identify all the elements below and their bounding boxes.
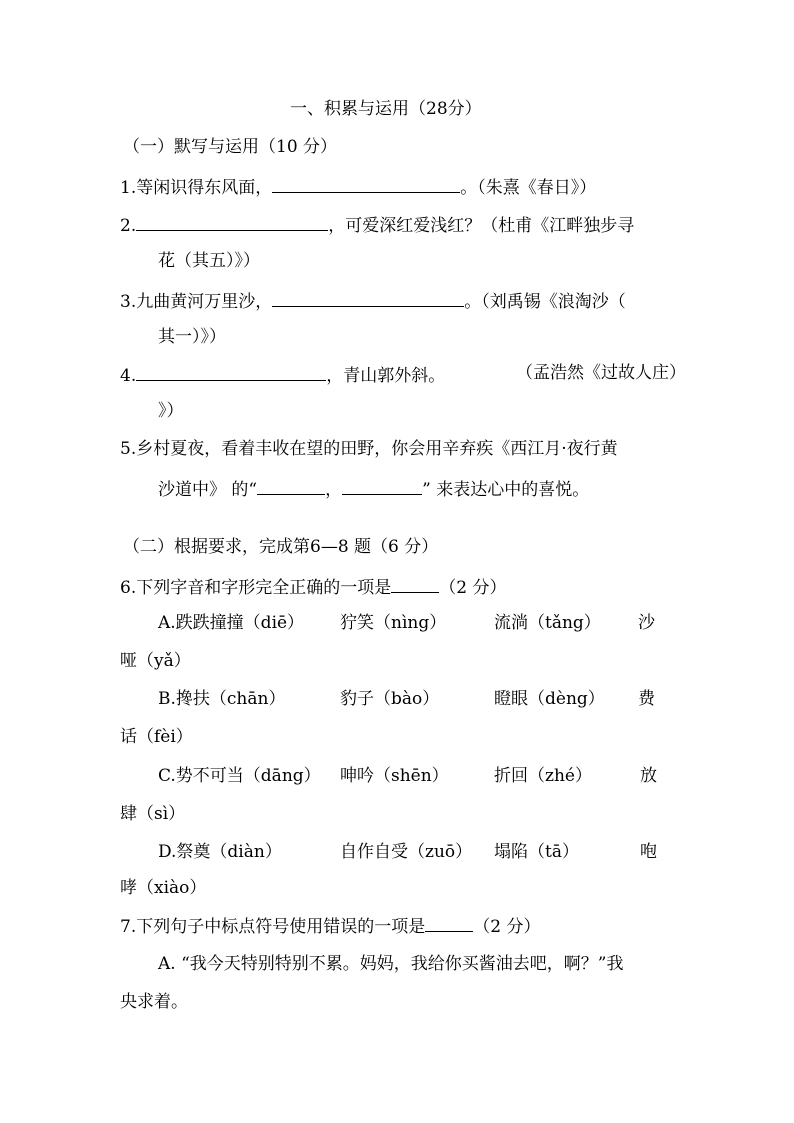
q5-line2 <box>158 476 589 501</box>
question-2 <box>120 212 634 237</box>
q6-stem: 6.下列字音和字形完全正确的一项是 <box>120 578 392 598</box>
q2-suffix: ，可爱深红爱浅红？（杜甫《江畔独步寻 <box>328 216 635 236</box>
q6-option-b-wrap: 话（fèi） <box>120 727 193 747</box>
q3-answer-blank[interactable] <box>272 288 464 307</box>
q6-option-b-2: 豹子（bào） <box>340 689 440 709</box>
q6-option-a-wrap: 哑（yǎ） <box>120 651 191 671</box>
part1-heading: （一）默写与运用（10 分） <box>123 137 338 157</box>
part2-heading: （二）根据要求，完成第6—8 题（6 分） <box>123 537 439 557</box>
question-6 <box>120 574 506 599</box>
q4-suffix: ，青山郭外斜。 <box>326 366 446 386</box>
q7-answer-blank[interactable] <box>425 913 473 932</box>
q6-option-c-4: 放 <box>640 766 657 786</box>
q5-mid: ， <box>325 480 343 500</box>
q6-option-d-3: 塌陷（tā） <box>494 842 579 862</box>
q6-option-d-1: D.祭奠（diàn） <box>158 842 282 862</box>
q2-prefix: 2. <box>120 216 137 236</box>
q7-option-a: A. “我今天特别特别不累。妈妈，我给你买酱油去吧，啊？”我 <box>158 954 624 974</box>
q7-option-a-wrap: 央求着。 <box>120 992 188 1012</box>
q6-option-d-2: 自作自受（zuō） <box>340 842 473 862</box>
q5-prefix: 沙道中》 的“ <box>158 480 258 500</box>
q4-prefix: 4. <box>120 366 137 386</box>
question-1 <box>120 174 596 199</box>
q6-option-c-2: 呻吟（shēn） <box>340 766 449 786</box>
q1-prefix: 1.等闲识得东风面， <box>120 178 273 198</box>
section-title: 一、积累与运用（28分） <box>290 99 482 119</box>
q2-answer-blank[interactable] <box>136 212 328 231</box>
q1-answer-blank[interactable] <box>272 174 460 193</box>
q6-option-a-4: 沙 <box>638 613 655 633</box>
question-4 <box>120 362 445 387</box>
q6-option-a-2: 狞笑（nìng） <box>340 613 447 633</box>
q3-prefix: 3.九曲黄河万里沙， <box>120 292 273 312</box>
q4-answer-blank[interactable] <box>136 362 326 381</box>
q6-option-b-3: 瞪眼（dèng） <box>494 689 605 709</box>
question-5: 5.乡村夏夜，看着丰收在望的田野，你会用辛弃疾《西江月·夜行黄 <box>120 439 618 459</box>
q6-option-c-wrap: 肆（sì） <box>120 804 186 824</box>
q6-option-d-4: 咆 <box>640 842 657 862</box>
q4-source: （孟浩然《过故人庄） <box>516 363 686 383</box>
q3-suffix: 。（刘禹锡《浪淘沙（ <box>464 292 626 312</box>
q6-score: （2 分） <box>439 578 507 598</box>
q1-suffix: 。（朱熹《春日》） <box>460 178 597 198</box>
q5-answer-blank-1[interactable] <box>257 476 325 495</box>
q6-option-b-1: B.搀扶（chān） <box>158 689 286 709</box>
q3-continuation: 其一）》） <box>158 327 226 347</box>
q6-option-b-4: 费 <box>638 689 655 709</box>
question-3 <box>120 288 626 313</box>
q7-stem: 7.下列句子中标点符号使用错误的一项是 <box>120 917 426 937</box>
q6-option-c-1: C.势不可当（dāng） <box>158 766 321 786</box>
q6-option-a-1: A.跌跌撞撞（diē） <box>158 613 305 633</box>
q5-suffix: ” 来表达心中的喜悦。 <box>422 480 590 500</box>
q6-option-a-3: 流淌（tǎng） <box>494 613 601 633</box>
q6-option-c-3: 折回（zhé） <box>494 766 592 786</box>
question-7 <box>120 913 540 938</box>
q7-score: （2 分） <box>473 917 541 937</box>
q6-answer-blank[interactable] <box>391 574 439 593</box>
q2-continuation: 花（其五）》） <box>158 251 260 271</box>
q4-continuation: 》） <box>158 401 184 421</box>
q5-answer-blank-2[interactable] <box>342 476 422 495</box>
q6-option-d-wrap: 哮（xiào） <box>120 878 207 898</box>
